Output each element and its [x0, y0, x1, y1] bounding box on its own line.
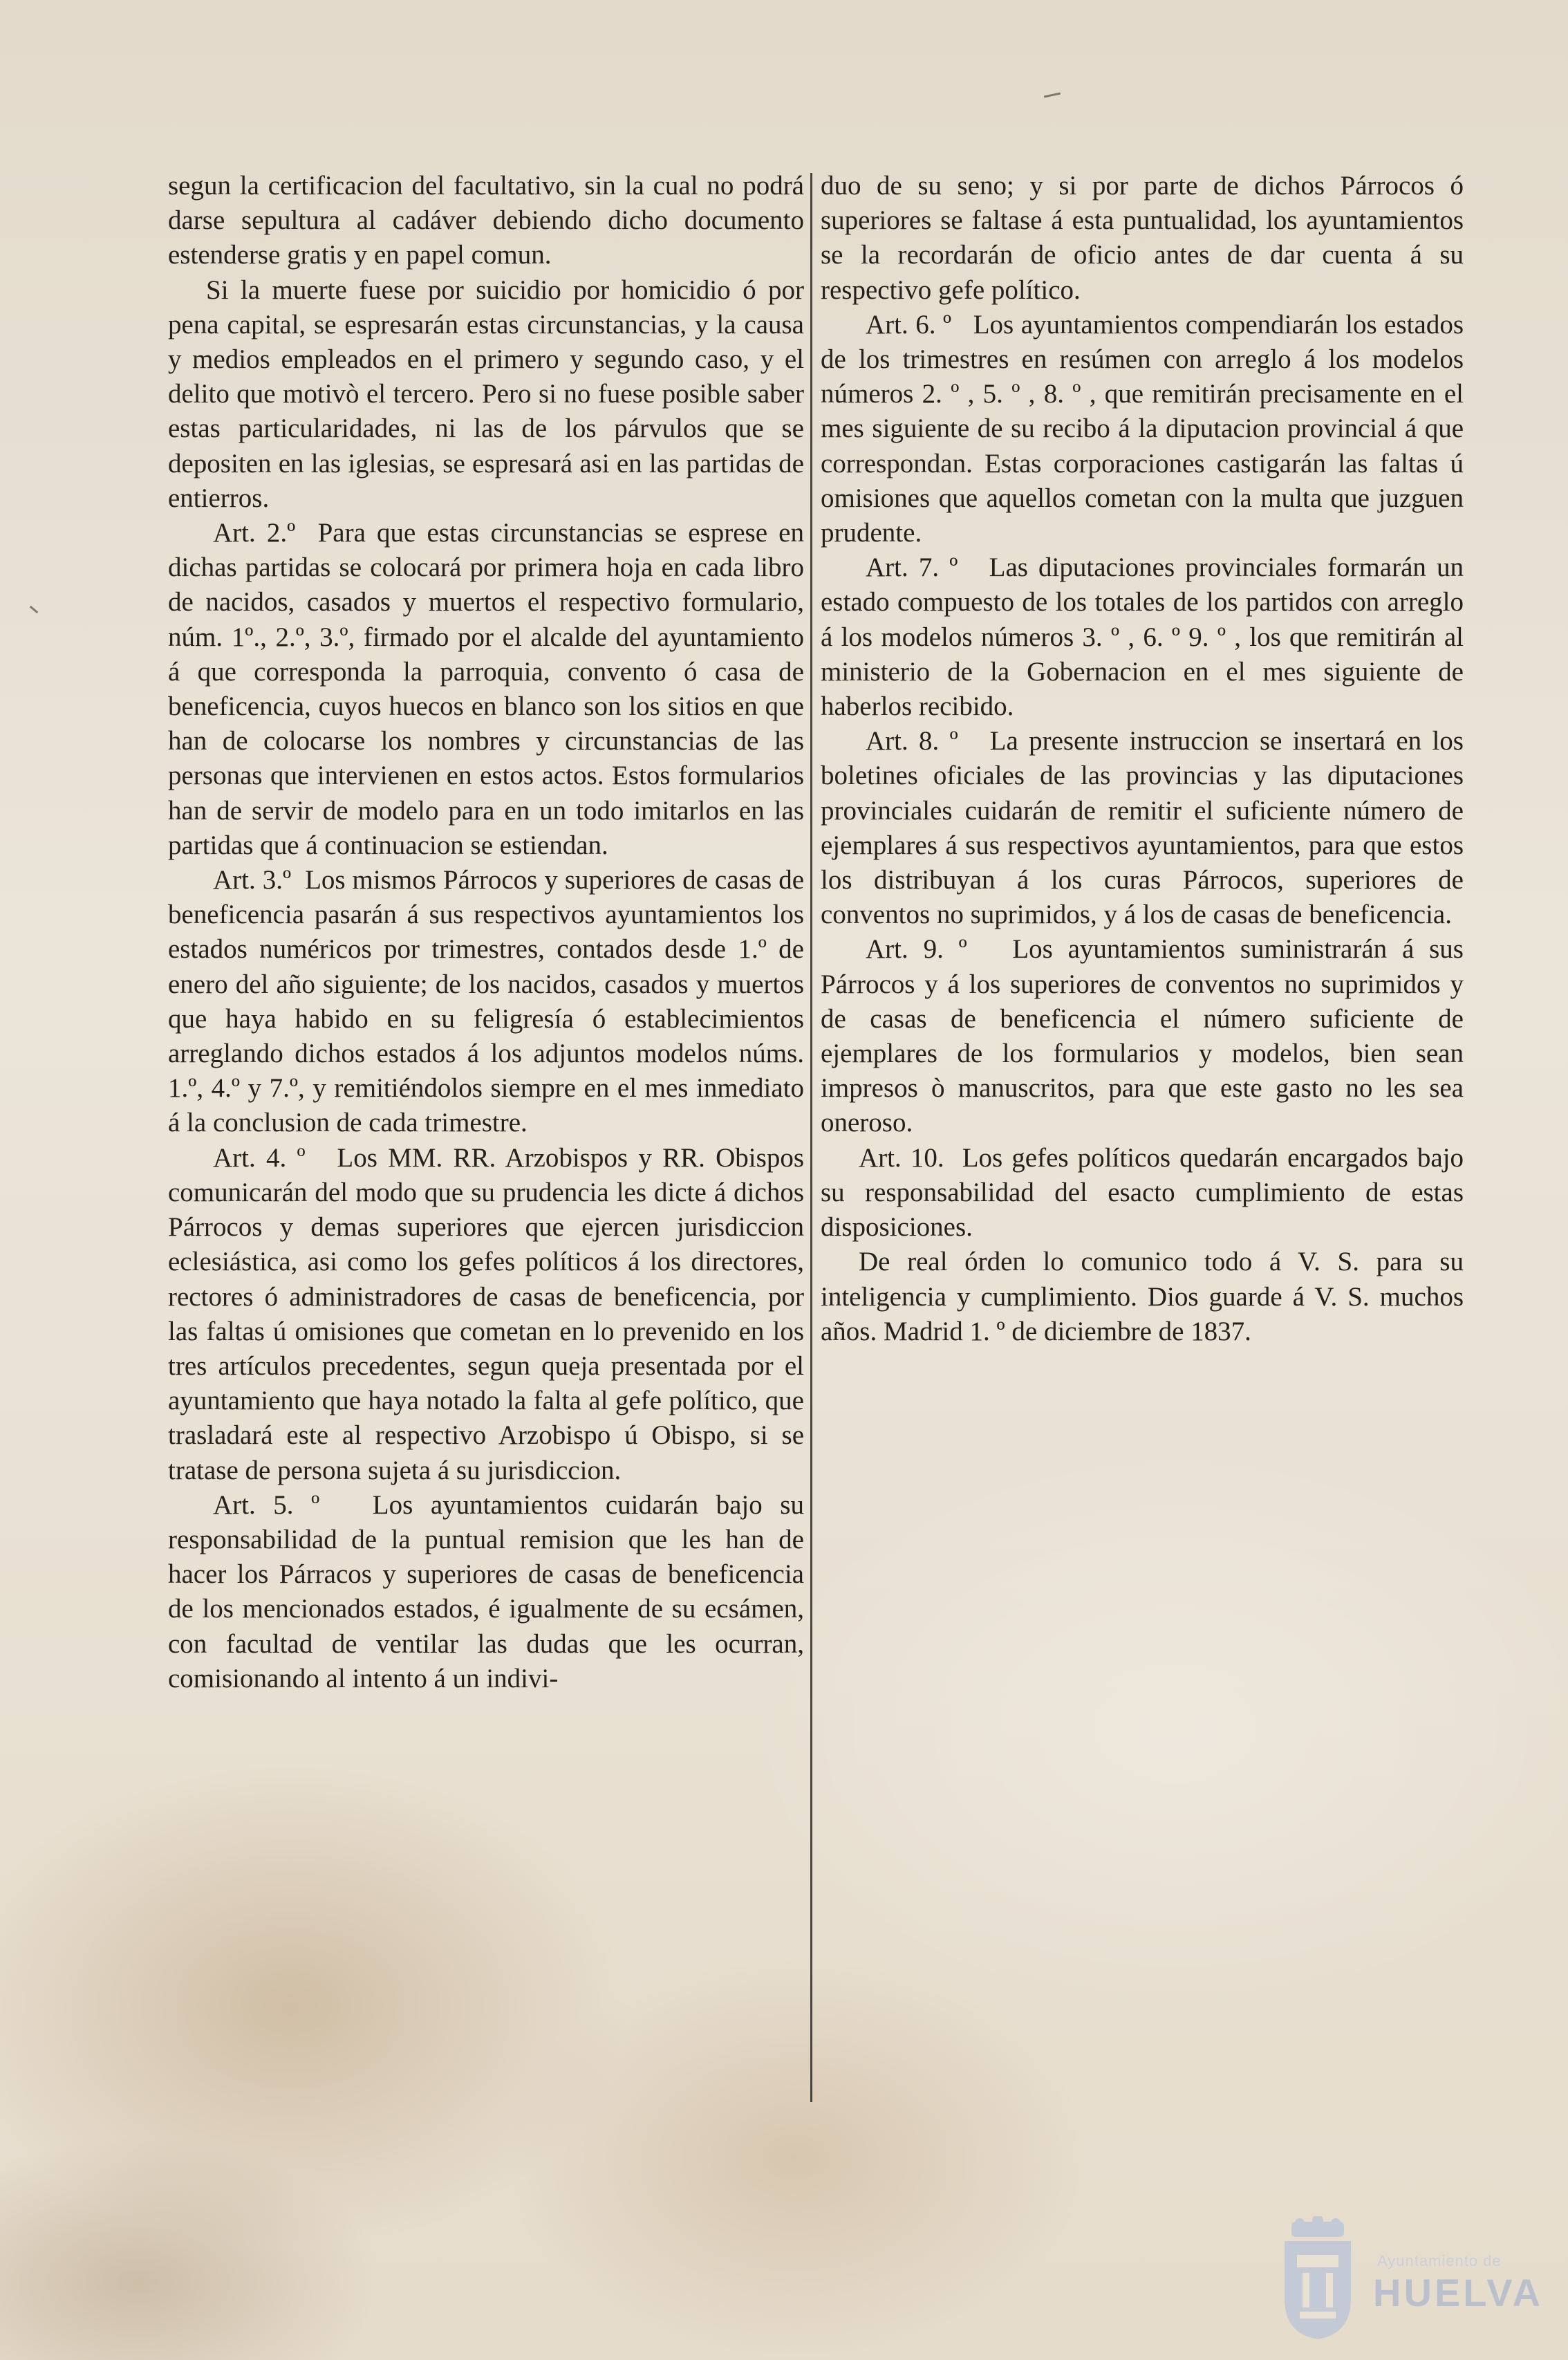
column-divider [810, 173, 812, 2102]
article-5 [168, 1488, 804, 1696]
article-2-label: Art. 2.º [213, 518, 296, 548]
article-9-text: Los ayuntamientos suministrarán á sus Párrocos y á los superiores de conventos no suprimidos y de casas de beneficencia el número suficiente de ejemplares de los formularios y modelos, bien sean impresos ò manuscritos, para que este gasto no les sea oneroso. [821, 934, 1464, 1138]
article-3 [168, 863, 804, 1141]
ink-mark [30, 606, 39, 613]
article-3-text: Los mismos Párrocos y superiores de casas de beneficencia pasarán á sus respectivos ayuntamientos los estados numéricos por trimestres, contados desde 1.º de enero del año siguiente; de los nacidos, casados y muertos que haya habido en su feligresía ó establecimientos arreglando dichos estados á los adjuntos modelos núms. 1.º, 4.º y 7.º, y remitiéndolos siempre en el mes inmediato á la conclusion de cada trimestre. [168, 865, 804, 1138]
article-5-text: Los ayuntamientos cuidarán bajo su responsabilidad de la puntual remision que les han de hacer los Párracos y superiores de casas de beneficencia de los mencionados estados, é igualmente de su ecsámen, con facultad de ventilar las dudas que les ocurran, comisionando al intento á un indivi- [168, 1489, 804, 1693]
right-column [821, 169, 1464, 1349]
article-4-text: Los MM. RR. Arzobispos y RR. Obispos comunicarán del modo que su prudencia les dicte á dichos Párrocos y demas superiores que ejercen jurisdiccion eclesiástica, asi como los gefes políticos á los directores, rectores ó administradores de casas de beneficencia, por las faltas ú omisiones que cometan en lo prevenido en los tres artículos precedentes, segun queja presentada por el ayuntamiento que haya notado la falta al gefe político, que trasladará este al respectivo Arzobispo ú Obispo, si se tratase de persona sujeta á su jurisdiccion. [168, 1142, 804, 1485]
closing-paragraph: De real órden lo comunico todo á V. S. para su inteligencia y cumplimiento. Dios guarde á V. S. muchos años. Madrid 1. º de diciembre de 1837. [821, 1247, 1464, 1346]
article-8 [821, 724, 1464, 932]
article-3-label: Art. 3.º [213, 865, 292, 895]
article-5-label: Art. 5. º [213, 1489, 320, 1520]
article-6 [821, 308, 1464, 550]
article-9-label: Art. 9. º [866, 934, 967, 965]
ayuntamiento-huelva-watermark [1279, 2216, 1556, 2348]
article-6-label: Art. 6. º [866, 309, 952, 340]
article-7-label: Art. 7. º [866, 552, 958, 583]
paragraph-suicide: Si la muerte fuese por suicidio por homicidio ó por pena capital, se espresarán estas circunstancias, y la causa y medios empleados en el primero y segundo caso, y el delito que motivò el tercero. Pero si no fuese posible saber estas particularidades, ni las de los párvulos que se depositen en las iglesias, se espresará asi en las partidas de entierros. [168, 275, 804, 513]
article-7 [821, 550, 1464, 724]
article-4-label: Art. 4. º [213, 1142, 306, 1173]
article-6-text: Los ayuntamientos compendiarán los estados de los trimestres en resúmen con arreglo á los modelos números 2. º , 5. º , 8. º , que remitirán precisamente en el mes siguiente de su recibo á la diputacion provincial á que correspondan. Estas corporaciones castigarán las faltas ú omisiones que aquellos cometan con la multa que juzguen prudente. [821, 309, 1464, 548]
article-10-text: Los gefes políticos quedarán encargados bajo su responsabilidad del esacto cumplimiento de estas disposiciones. [821, 1142, 1464, 1243]
watermark-small-text: Ayuntamiento de [1377, 2252, 1502, 2269]
paragraph-continued: segun la certificacion del facultativo, sin la cual no podrá darse sepultura al cadáver debiendo dicho documento estenderse gratis y en papel comun. [168, 171, 804, 270]
left-column [168, 169, 804, 1696]
article-8-label: Art. 8. º [866, 726, 958, 756]
article-10 [821, 1141, 1464, 1245]
watermark-big-text: HUELVA [1373, 2271, 1543, 2314]
coat-of-arms-icon [1279, 2216, 1356, 2341]
article-2 [168, 516, 804, 863]
article-9 [821, 932, 1464, 1140]
article-4 [168, 1141, 804, 1488]
article-2-text: Para que estas circunstancias se esprese en dichas partidas se colocará por primera hoja en cada libro de nacidos, casados y muertos el respectivo formulario, núm. 1º., 2.º, 3.º, firmado por el alcalde del ayuntamiento á que corresponda la parroquia, convento ó casa de beneficencia, cuyos huecos en blanco son los sitios en que han de colocarse los nombres y circunstancias de las personas que intervienen en estos actos. Estos formularios han de servir de modelo para en un todo imitarlos en las partidas que á continuacion se estiendan. [168, 518, 804, 860]
article-7-text: Las diputaciones provinciales formarán un estado compuesto de los totales de los partidos con arreglo á los modelos números 3. º , 6. º 9. º , los que remitirán al ministerio de la Gobernacion en el mes siguiente de haberlos recibido. [821, 552, 1464, 722]
article-8-text: La presente instruccion se insertará en los boletines oficiales de las provincias y las diputaciones provinciales cuidarán de remitir el suficiente número de ejemplares á sus respectivos ayuntamientos, para que estos los distribuyan á los curas Párrocos, superiores de conventos no suprimidos, y á los de casas de beneficencia. [821, 726, 1464, 930]
ink-mark [1044, 93, 1061, 98]
article-10-label: Art. 10. [859, 1142, 944, 1173]
paragraph-continued: duo de su seno; y si por parte de dichos Párrocos ó superiores se faltase á esta puntualidad, los ayuntamientos se la recordarán de oficio antes de dar cuenta á su respectivo gefe político. [821, 171, 1464, 305]
